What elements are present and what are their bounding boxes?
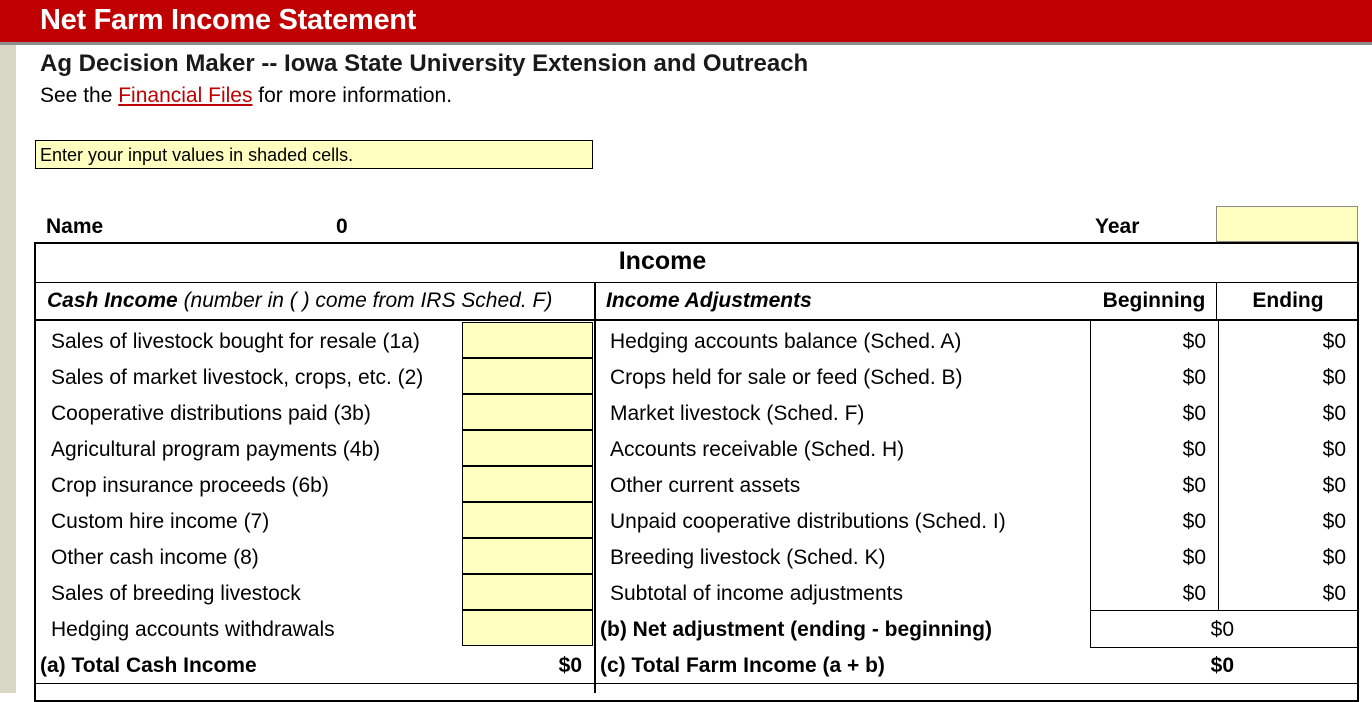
adj-beginning-value: $0 bbox=[1182, 366, 1206, 389]
adj-row-label: Subtotal of income adjustments bbox=[610, 582, 903, 605]
cash-row-label: Agricultural program payments (4b) bbox=[51, 438, 381, 461]
cash-input-cell[interactable] bbox=[462, 502, 593, 538]
year-input[interactable] bbox=[1216, 206, 1358, 242]
cash-row-label: Sales of livestock bought for resale (1a) bbox=[51, 330, 420, 353]
total-farm-income-label: (c) Total Farm Income (a + b) bbox=[600, 654, 885, 677]
cash-row-label: Sales of market livestock, crops, etc. (2) bbox=[51, 366, 424, 389]
page-title: Net Farm Income Statement bbox=[40, 4, 417, 36]
adj-row-label: Accounts receivable (Sched. H) bbox=[610, 438, 905, 461]
input-note: Enter your input values in shaded cells. bbox=[35, 140, 593, 169]
divider bbox=[1090, 610, 1358, 611]
adj-row-label: Hedging accounts balance (Sched. A) bbox=[610, 330, 962, 353]
cash-row-label: Custom hire income (7) bbox=[51, 510, 270, 533]
adj-ending-value: $0 bbox=[1322, 402, 1346, 425]
cash-row-label: Cooperative distributions paid (3b) bbox=[51, 402, 371, 425]
cash-row-label: Hedging accounts withdrawals bbox=[51, 618, 335, 641]
sheet-left-margin bbox=[0, 0, 16, 693]
beginning-header: Beginning bbox=[1102, 289, 1206, 312]
adj-row-label: Market livestock (Sched. F) bbox=[610, 402, 865, 425]
cash-row-label: Sales of breeding livestock bbox=[51, 582, 301, 605]
cash-row-label: Crop insurance proceeds (6b) bbox=[51, 474, 329, 497]
cash-row-label: Other cash income (8) bbox=[51, 546, 259, 569]
adj-ending-value: $0 bbox=[1322, 474, 1346, 497]
cash-income-header-title: Cash Income bbox=[47, 289, 178, 312]
adj-ending-value: $0 bbox=[1322, 330, 1346, 353]
divider bbox=[34, 282, 1359, 283]
adj-row-label: Unpaid cooperative distributions (Sched. I) bbox=[610, 510, 1006, 533]
adj-ending-value: $0 bbox=[1322, 510, 1346, 533]
year-label: Year bbox=[1095, 215, 1140, 238]
cash-input-cell[interactable] bbox=[462, 358, 593, 394]
cash-input-cell[interactable] bbox=[462, 538, 593, 574]
cash-income-header-note: (number in ( ) come from IRS Sched. F) bbox=[183, 289, 553, 312]
divider bbox=[1218, 321, 1219, 611]
cash-income-header bbox=[47, 289, 552, 313]
subtitle: Ag Decision Maker -- Iowa State University Extension and Outreach bbox=[40, 50, 809, 77]
cash-input-cell[interactable] bbox=[462, 430, 593, 466]
adj-row-label: Breeding livestock (Sched. K) bbox=[610, 546, 886, 569]
cash-input-cell[interactable] bbox=[462, 394, 593, 430]
adj-beginning-value: $0 bbox=[1182, 330, 1206, 353]
adj-ending-value: $0 bbox=[1322, 438, 1346, 461]
adj-beginning-value: $0 bbox=[1182, 546, 1206, 569]
cash-input-cell[interactable] bbox=[462, 610, 593, 646]
info-prefix: See the bbox=[40, 84, 119, 107]
total-farm-income-value: $0 bbox=[1210, 654, 1234, 677]
divider bbox=[1090, 610, 1091, 648]
cash-input-cell[interactable] bbox=[462, 466, 593, 502]
net-adjustment-value: $0 bbox=[1210, 618, 1234, 641]
total-cash-income-value: $0 bbox=[558, 654, 582, 677]
adj-row-label: Other current assets bbox=[610, 474, 801, 497]
adj-row-label: Crops held for sale or feed (Sched. B) bbox=[610, 366, 963, 389]
name-value: 0 bbox=[336, 215, 348, 238]
adj-beginning-value: $0 bbox=[1182, 438, 1206, 461]
net-adjustment-label: (b) Net adjustment (ending - beginning) bbox=[600, 618, 992, 641]
income-section-title: Income bbox=[618, 247, 707, 275]
divider bbox=[1090, 647, 1358, 648]
adj-ending-value: $0 bbox=[1322, 582, 1346, 605]
ending-header: Ending bbox=[1252, 289, 1324, 312]
adj-beginning-value: $0 bbox=[1182, 510, 1206, 533]
info-line bbox=[40, 84, 452, 108]
divider bbox=[34, 683, 1359, 684]
adj-ending-value: $0 bbox=[1322, 546, 1346, 569]
divider bbox=[1216, 283, 1217, 321]
adj-beginning-value: $0 bbox=[1182, 402, 1206, 425]
adj-beginning-value: $0 bbox=[1182, 474, 1206, 497]
cash-input-cell[interactable] bbox=[462, 574, 593, 610]
title-bar bbox=[0, 0, 1372, 45]
divider bbox=[1090, 321, 1091, 611]
total-cash-income-label: (a) Total Cash Income bbox=[40, 654, 257, 677]
divider bbox=[594, 283, 596, 693]
adj-beginning-value: $0 bbox=[1182, 582, 1206, 605]
income-adjustments-header: Income Adjustments bbox=[606, 289, 812, 312]
info-suffix: for more information. bbox=[252, 84, 453, 107]
divider bbox=[34, 319, 1359, 321]
adj-ending-value: $0 bbox=[1322, 366, 1346, 389]
name-label: Name bbox=[46, 215, 104, 238]
financial-files-link[interactable]: Financial Files bbox=[118, 84, 253, 107]
cash-input-cell[interactable] bbox=[462, 322, 593, 358]
